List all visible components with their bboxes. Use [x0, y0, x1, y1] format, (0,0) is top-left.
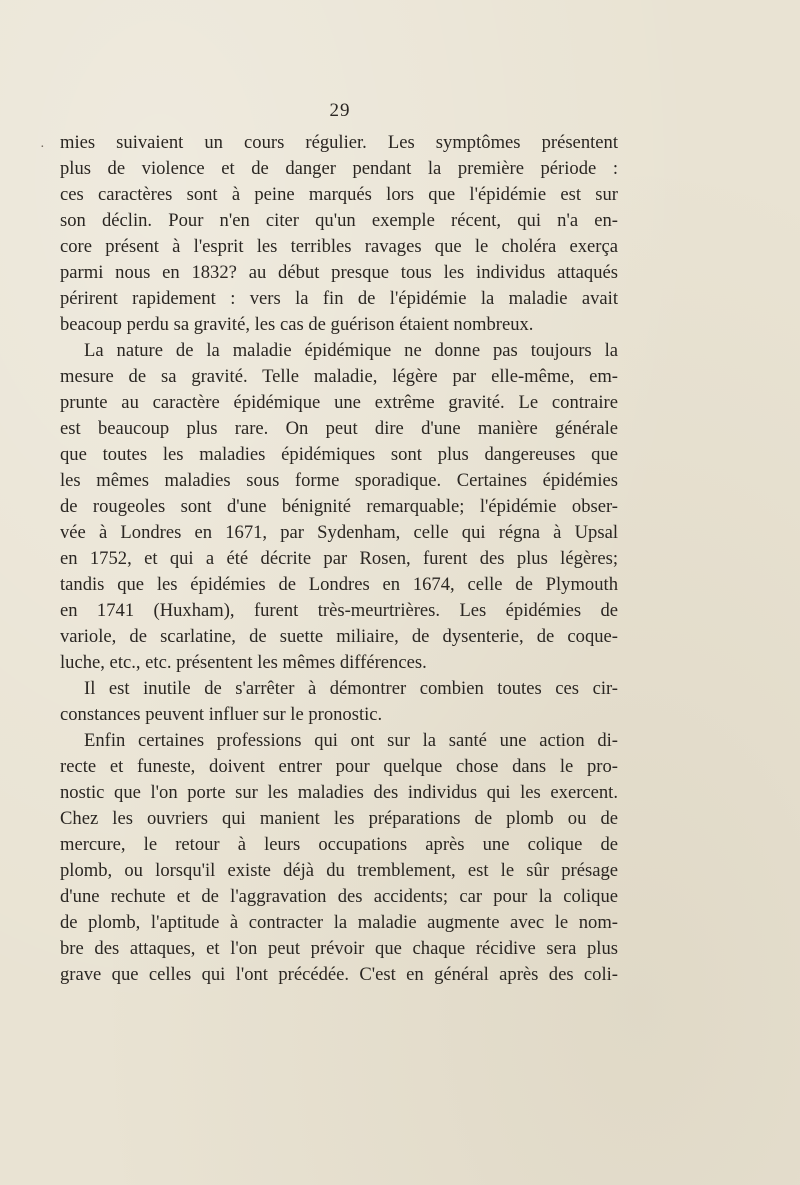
text-line: plus de violence et de danger pendant la première période : [60, 158, 618, 179]
text-line: beacoup perdu sa gravité, les cas de guérison étaient nombreux. [60, 314, 534, 335]
text-line: Enfin certaines professions qui ont sur la santé une action di- [84, 730, 618, 751]
text-line: luche, etc., etc. présentent les mêmes différences. [60, 652, 427, 673]
text-line: bre des attaques, et l'on peut prévoir que chaque récidive sera plus [60, 938, 618, 959]
text-line: nostic que l'on porte sur les maladies des individus qui les exercent. [60, 782, 618, 803]
text-line: les mêmes maladies sous forme sporadique. Certaines épidémies [60, 470, 618, 491]
text-line: que toutes les maladies épidémiques sont plus dangereuses que [60, 444, 618, 465]
text-line: mies suivaient un cours régulier. Les symptômes présentent [60, 132, 618, 153]
text-line: variole, de scarlatine, de suette miliaire, de dysenterie, de coque- [60, 626, 618, 647]
text-line: ces caractères sont à peine marqués lors que l'épidémie est sur [60, 184, 618, 205]
text-line: périrent rapidement : vers la fin de l'épidémie la maladie avait [60, 288, 618, 309]
text-line: recte et funeste, doivent entrer pour quelque chose dans le pro- [60, 756, 618, 777]
text-line: core présent à l'esprit les terribles ravages que le choléra exerça [60, 236, 618, 257]
text-line: tandis que les épidémies de Londres en 1674, celle de Plymouth [60, 574, 618, 595]
text-line: de rougeoles sont d'une bénignité remarquable; l'épidémie obser- [60, 496, 618, 517]
margin-dot: · [40, 140, 45, 155]
text-line: prunte au caractère épidémique une extrême gravité. Le contraire [60, 392, 618, 413]
text-line: est beaucoup plus rare. On peut dire d'une manière générale [60, 418, 618, 439]
text-line: Il est inutile de s'arrêter à démontrer combien toutes ces cir- [84, 678, 618, 699]
text-line: constances peuvent influer sur le pronostic. [60, 704, 383, 725]
text-line: parmi nous en 1832? au début presque tous les individus attaqués [60, 262, 618, 283]
text-line: en 1741 (Huxham), furent très-meurtrières. Les épidémies de [60, 600, 618, 621]
text-line: grave que celles qui l'ont précédée. C'est en général après des coli- [60, 964, 618, 985]
text-line: d'une rechute et de l'aggravation des accidents; car pour la colique [60, 886, 618, 907]
text-line: de plomb, l'aptitude à contracter la maladie augmente avec le nom- [60, 912, 618, 933]
text-line: en 1752, et qui a été décrite par Rosen, furent des plus légères; [60, 548, 618, 569]
text-line: mesure de sa gravité. Telle maladie, légère par elle-même, em- [60, 366, 618, 387]
text-line: plomb, ou lorsqu'il existe déjà du tremblement, est le sûr présage [60, 860, 618, 881]
text-line: son déclin. Pour n'en citer qu'un exemple récent, qui n'a en- [60, 210, 618, 231]
text-line: Chez les ouvriers qui manient les préparations de plomb ou de [60, 808, 618, 829]
text-line: La nature de la maladie épidémique ne donne pas toujours la [84, 340, 618, 361]
page-number: 29 [329, 100, 351, 121]
body-text [60, 130, 618, 988]
text-line: vée à Londres en 1671, par Sydenham, celle qui régna à Upsal [60, 522, 618, 543]
text-line: mercure, le retour à leurs occupations après une colique de [60, 834, 618, 855]
